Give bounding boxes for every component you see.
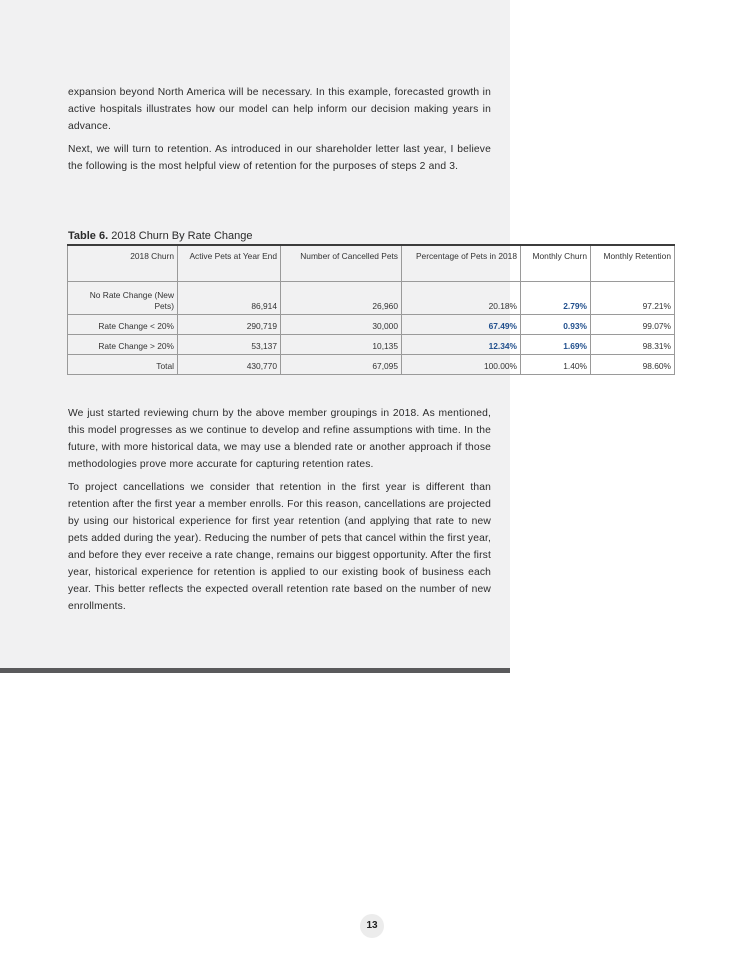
monthly-churn-cell: 1.69% bbox=[521, 335, 591, 355]
row-label: Rate Change > 20% bbox=[68, 335, 178, 355]
monthly-churn-cell: 2.79% bbox=[521, 282, 591, 315]
intro-text bbox=[68, 84, 491, 181]
header-percentage: Percentage of Pets in 2018 bbox=[402, 245, 521, 282]
active-pets-cell: 290,719 bbox=[178, 315, 281, 335]
table-header-row bbox=[68, 245, 675, 282]
active-pets-cell: 430,770 bbox=[178, 355, 281, 375]
row-label: Total bbox=[68, 355, 178, 375]
cancelled-pets-cell: 10,135 bbox=[281, 335, 402, 355]
row-label: Rate Change < 20% bbox=[68, 315, 178, 335]
table-row bbox=[68, 282, 675, 315]
header-2018-churn: 2018 Churn bbox=[68, 245, 178, 282]
percentage-cell: 67.49% bbox=[402, 315, 521, 335]
body-paragraph-2: To project cancellations we consider that retention in the first year is different than retention after the first year a member enrolls. For this reason, cancellations are projected by using our historical experience for first year retention (and applying that rate to new pets added during the year). Reducing the number of pets that cancel within the first year, and before they ever receive a rate change, remains our biggest opportunity. After the first year, historical experience for retention is applied to our existing book of business each year. This better reflects the expected overall retention rate based on the number of new enrollments. bbox=[68, 482, 491, 612]
percentage-cell: 20.18% bbox=[402, 282, 521, 315]
churn-table bbox=[67, 244, 675, 375]
monthly-retention-cell: 99.07% bbox=[591, 315, 675, 335]
table-caption-label: Table 6. bbox=[68, 230, 109, 242]
header-cancelled-pets: Number of Cancelled Pets bbox=[281, 245, 402, 282]
table-row bbox=[68, 315, 675, 335]
monthly-retention-cell: 97.21% bbox=[591, 282, 675, 315]
table-caption-title: 2018 Churn By Rate Change bbox=[111, 230, 253, 242]
body-paragraph-1: We just started reviewing churn by the above member groupings in 2018. As mentioned, this model progresses as we continue to develop and refine assumptions with time. In the future, with more historical data, we may use a blended rate or another approach if those methodologies prove more accurate for capturing retention rates. bbox=[68, 408, 491, 470]
intro-paragraph-1: expansion beyond North America will be necessary. In this example, forecasted growth in active hospitals illustrates how our model can help inform our decision making years in advance. bbox=[68, 87, 491, 132]
table-caption bbox=[68, 229, 252, 243]
cancelled-pets-cell: 26,960 bbox=[281, 282, 402, 315]
active-pets-cell: 86,914 bbox=[178, 282, 281, 315]
row-label: No Rate Change (New Pets) bbox=[68, 282, 178, 315]
header-monthly-retention: Monthly Retention bbox=[591, 245, 675, 282]
intro-paragraph-2: Next, we will turn to retention. As introduced in our shareholder letter last year, I believe the following is the most helpful view of retention for the purposes of steps 2 and 3. bbox=[68, 144, 491, 172]
header-monthly-churn: Monthly Churn bbox=[521, 245, 591, 282]
monthly-retention-cell: 98.60% bbox=[591, 355, 675, 375]
header-active-pets: Active Pets at Year End bbox=[178, 245, 281, 282]
table-row bbox=[68, 335, 675, 355]
table-row-total bbox=[68, 355, 675, 375]
percentage-cell: 100.00% bbox=[402, 355, 521, 375]
cancelled-pets-cell: 67,095 bbox=[281, 355, 402, 375]
body-text bbox=[68, 405, 491, 621]
panel-bottom-rule bbox=[0, 668, 510, 673]
monthly-churn-cell: 0.93% bbox=[521, 315, 591, 335]
monthly-churn-cell: 1.40% bbox=[521, 355, 591, 375]
percentage-cell: 12.34% bbox=[402, 335, 521, 355]
page-number: 13 bbox=[360, 914, 384, 938]
cancelled-pets-cell: 30,000 bbox=[281, 315, 402, 335]
active-pets-cell: 53,137 bbox=[178, 335, 281, 355]
monthly-retention-cell: 98.31% bbox=[591, 335, 675, 355]
